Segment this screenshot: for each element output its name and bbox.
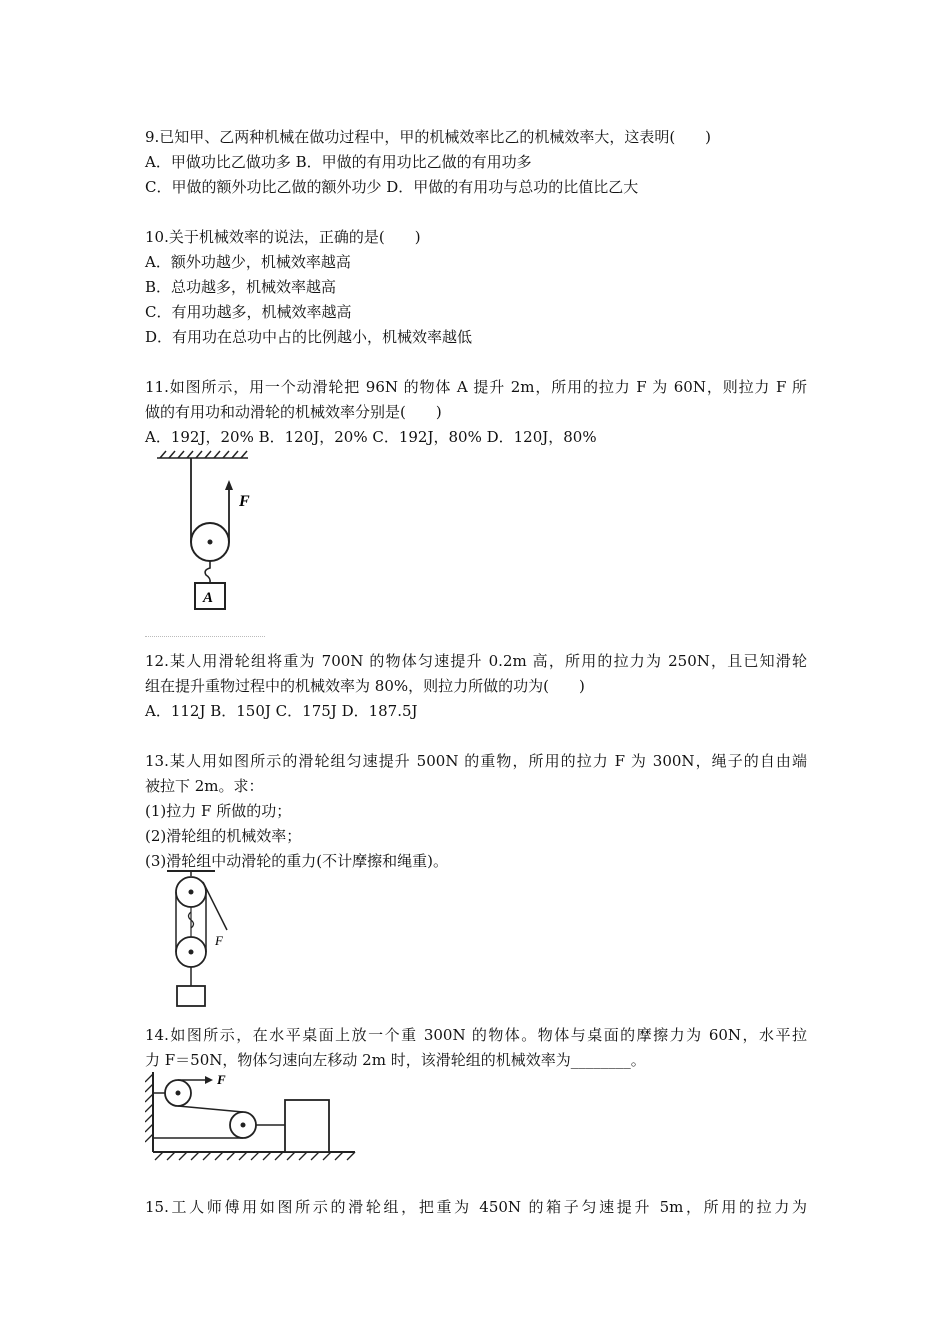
q11-options: A．192J，20% B．120J，20% C．192J，80% D．120J，80% <box>145 428 597 446</box>
q9-options-ab: A．甲做功比乙做功多 B．甲做的有用功比乙做的有用功多 <box>145 153 532 171</box>
q13-sub2: (2)滑轮组的机械效率； <box>145 827 302 845</box>
q13-stem-line2: 被拉下 2m。求： <box>145 777 264 795</box>
q11-stem-line1: 11.如图所示，用一个动滑轮把 96N 的物体 A 提升 2m，所用的拉力 F 为 60N，则拉力 F 所 <box>145 378 807 396</box>
q10-option-d: D．有用功在总功中占的比例越小，机械效率越低 <box>145 328 473 346</box>
block-a-label: A <box>203 590 214 606</box>
q14-horizontal-pulley-figure <box>145 1070 360 1165</box>
q12-options: A．112J B．150J C．175J D．187.5J <box>145 702 418 720</box>
q10-option-c: C．有用功越多，机械效率越高 <box>145 303 352 321</box>
q9-options-cd: C．甲做的额外功比乙做的额外功少 D．甲做的有用功与总功的比值比乙大 <box>145 178 639 196</box>
force-label: F <box>239 493 250 510</box>
q9-stem: 9.已知甲、乙两种机械在做功过程中，甲的机械效率比乙的机械效率大，这表明( ) <box>145 128 712 146</box>
q12-stem-line2: 组在提升重物过程中的机械效率为 80%，则拉力所做的功为( ) <box>145 677 585 695</box>
force-label: F <box>217 1072 226 1087</box>
q13-sub1: (1)拉力 F 所做的功； <box>145 802 292 820</box>
q13-sub3: (3)滑轮组中动滑轮的重力(不计摩擦和绳重)。 <box>145 852 448 870</box>
hook <box>205 561 210 583</box>
q11-movable-pulley-figure <box>145 448 255 618</box>
q13-pulley-block-figure <box>145 868 245 1013</box>
weight-block <box>177 986 205 1006</box>
pulley-axle <box>208 540 213 545</box>
ceiling-hatch <box>157 451 248 458</box>
floor-hatch <box>153 1152 355 1160</box>
arrow-right-icon <box>205 1076 213 1084</box>
force-label: F <box>215 933 223 948</box>
q11-stem-line2: 做的有用功和动滑轮的机械效率分别是( ) <box>145 403 442 421</box>
wall-hatch <box>145 1072 153 1152</box>
q10-stem: 10.关于机械效率的说法，正确的是( ) <box>145 228 421 246</box>
q12-stem-line1: 12.某人用滑轮组将重为 700N 的物体匀速提升 0.2m 高，所用的拉力为 250N，且已知滑轮 <box>145 652 807 670</box>
q14-stem-line1: 14.如图所示，在水平桌面上放一个重 300N 的物体。物体与桌面的摩擦力为 60N，水平拉 <box>145 1026 807 1044</box>
q14-stem-line2: 力 F＝50N，物体匀速向左移动 2m 时，该滑轮组的机械效率为________。 <box>145 1051 646 1069</box>
q15-stem-line1: 15.工人师傅用如图所示的滑轮组，把重为 450N 的箱子匀速提升 5m，所用的拉力为 <box>145 1198 807 1216</box>
arrow-up-icon <box>225 480 233 490</box>
q10-option-a: A．额外功越少，机械效率越高 <box>145 253 351 271</box>
separator-line <box>145 636 265 637</box>
q13-stem-line1: 13.某人用如图所示的滑轮组匀速提升 500N 的重物，所用的拉力 F 为 300N，绳子的自由端 <box>145 752 807 770</box>
q10-option-b: B．总功越多，机械效率越高 <box>145 278 337 296</box>
object-block <box>285 1100 329 1152</box>
